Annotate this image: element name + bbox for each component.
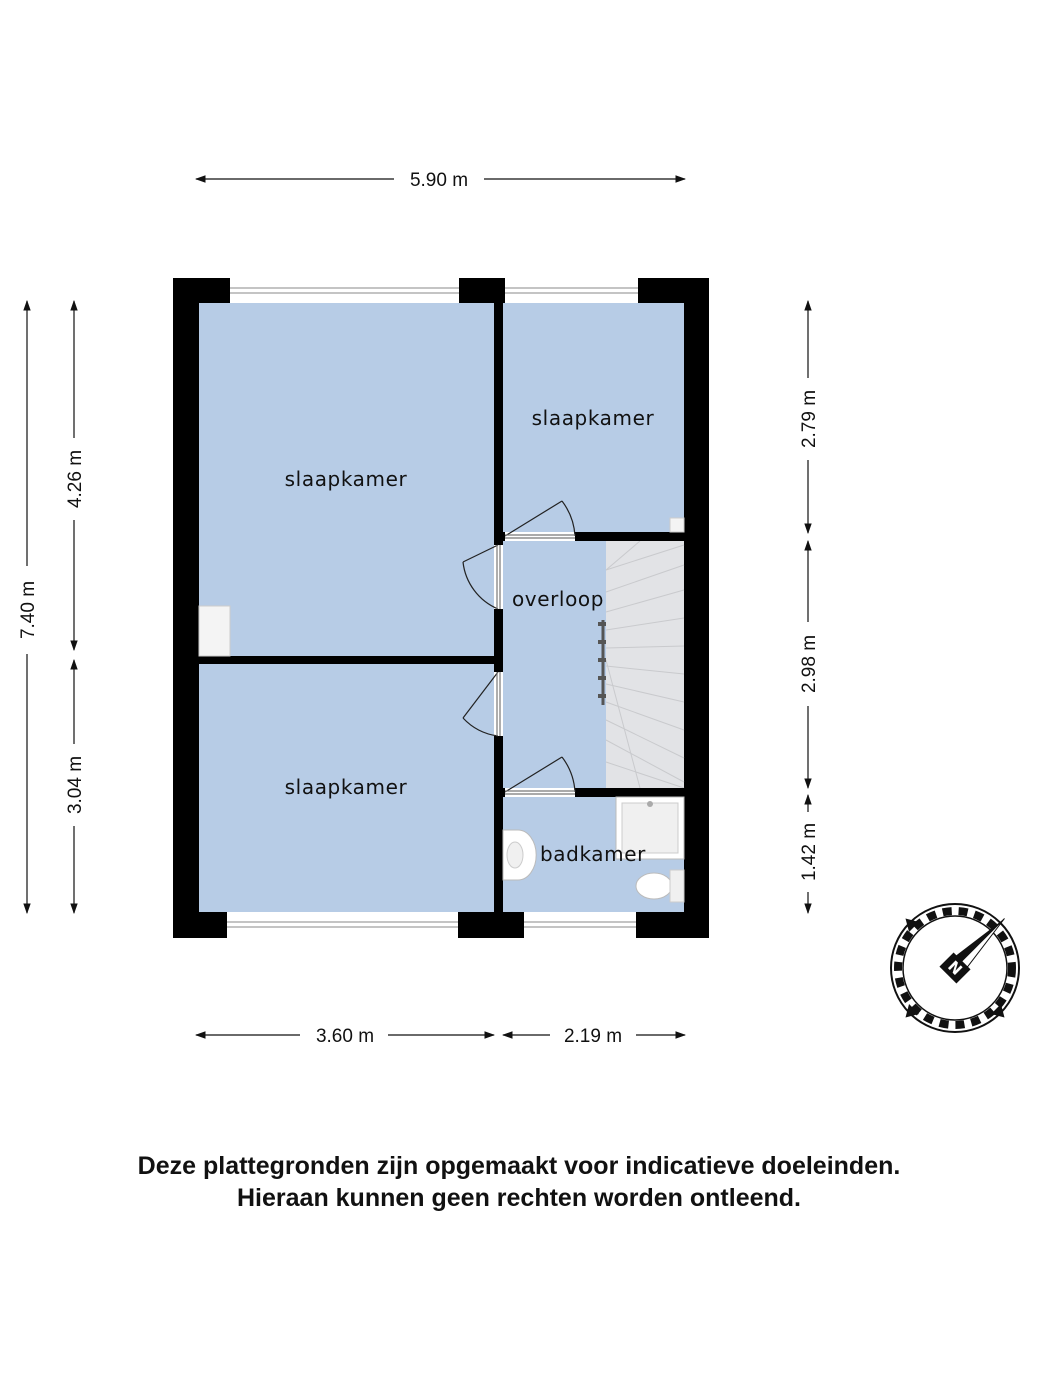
- dim-right-top-depth: 2.79 m: [799, 389, 820, 449]
- dim-right-bottom-depth: 1.42 m: [799, 822, 820, 882]
- disclaimer-line-1: Deze plattegronden zijn opgemaakt voor indicatieve doeleinden.: [137, 1152, 901, 1180]
- dim-bottom-left-width: 3.60 m: [315, 1026, 375, 1047]
- disclaimer: [0, 1150, 1038, 1214]
- compass-letter: N: [944, 957, 966, 979]
- room-label-bedroom-bottom: slaapkamer: [284, 775, 408, 799]
- chimney-block: [199, 606, 230, 656]
- compass-icon: [856, 869, 1038, 1067]
- dim-right-middle-depth: 2.98 m: [799, 634, 820, 694]
- room-label-bedroom-large: slaapkamer: [284, 467, 408, 491]
- room-label-bedroom-small: slaapkamer: [531, 406, 655, 430]
- dim-total-width: 5.90 m: [409, 170, 469, 191]
- dim-left-top-depth: 4.26 m: [65, 449, 86, 509]
- sink-icon: [503, 830, 536, 880]
- dim-bottom-right-width: 2.19 m: [563, 1026, 623, 1047]
- room-label-landing: overloop: [511, 587, 605, 611]
- staircase: [598, 541, 684, 788]
- wall-horizontal-left: [199, 656, 503, 664]
- closet-block: [670, 518, 684, 532]
- dim-left-bottom-depth: 3.04 m: [65, 755, 86, 815]
- dim-total-depth: 7.40 m: [18, 580, 39, 640]
- disclaimer-line-2: Hieraan kunnen geen rechten worden ontleend.: [237, 1184, 801, 1212]
- room-label-bathroom: badkamer: [540, 842, 646, 866]
